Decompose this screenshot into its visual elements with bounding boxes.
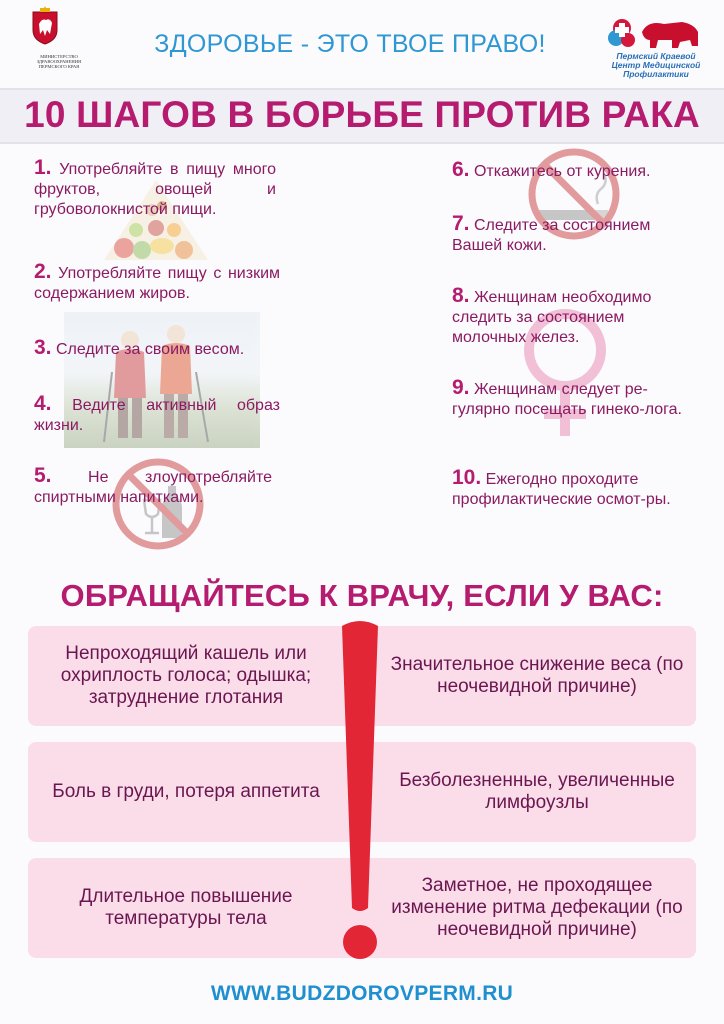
step-5 xyxy=(34,466,272,508)
step-text: Употребляйте в пищу много фруктов, овощей и грубоволокнистой пищи. xyxy=(34,161,276,218)
step-number: 3. xyxy=(34,336,52,359)
step-9 xyxy=(452,378,702,420)
step-7 xyxy=(452,214,702,256)
step-text: Женщинам следует ре-гулярно посещать гинеко-лога. xyxy=(452,381,682,418)
symptom-weight-loss: Значительное снижение веса (по неочевидной причине) xyxy=(390,654,684,697)
coat-of-arms-icon xyxy=(30,6,60,46)
header-slogan: ЗДОРОВЬЕ - ЭТО ТВОЕ ПРАВО! xyxy=(154,30,546,58)
step-number: 2. xyxy=(34,260,52,283)
step-number: 6. xyxy=(452,158,470,181)
step-text: Употребляйте пищу с низким содержанием жиров. xyxy=(34,265,281,302)
step-number: 8. xyxy=(452,284,470,307)
step-3 xyxy=(34,338,294,360)
center-logo-line1: Пермский Краевой xyxy=(616,51,696,61)
center-logo-line3: Профилактики xyxy=(623,69,689,79)
step-number: 10. xyxy=(452,466,482,489)
step-text: Ведите активный образ жизни. xyxy=(34,397,280,434)
page-title: 10 ШАГОВ В БОРЬБЕ ПРОТИВ РАКА xyxy=(24,94,700,135)
step-10 xyxy=(452,468,698,510)
step-2 xyxy=(34,262,280,304)
center-logo-text xyxy=(606,52,706,79)
symptom-lymph-nodes: Безболезненные, увеличенные лимфоузлы xyxy=(399,770,675,813)
step-number: 9. xyxy=(452,376,470,399)
step-text: Следите за своим весом. xyxy=(55,341,245,358)
website-link[interactable]: WWW.BUDZDOROVPERM.RU xyxy=(210,982,514,1005)
doctor-heading: ОБРАЩАЙТЕСЬ К ВРАЧУ, ЕСЛИ У ВАС: xyxy=(60,578,664,613)
step-number: 7. xyxy=(452,212,470,235)
step-text: Женщинам необходимо следить за состоянием молочных желез. xyxy=(452,289,652,346)
symptom-fever: Длительное повышение температуры тела xyxy=(79,886,293,929)
step-number: 1. xyxy=(34,156,52,179)
step-number: 4. xyxy=(34,392,52,415)
center-logo-line2: Центр Медицинской xyxy=(611,60,701,70)
step-text: Следите за состоянием Вашей кожи. xyxy=(452,217,651,254)
symptom-cough: Непроходящий кашель или охриплость голоса; одышка; затруднение глотания xyxy=(60,643,312,708)
step-8 xyxy=(452,286,702,348)
exclamation-icon xyxy=(338,616,382,964)
step-1 xyxy=(34,158,276,220)
step-number: 5. xyxy=(34,464,52,487)
step-text: Не злоупотребляйте спиртными напитками. xyxy=(34,469,272,506)
ministry-name: МИНИСТЕРСТВО ЗДРАВООХРАНЕНИЯ ПЕРМСКОГО КРАЯ xyxy=(36,54,82,69)
symptom-chest-pain: Боль в груди, потеря аппетита xyxy=(52,781,320,802)
step-4 xyxy=(34,394,280,436)
symptom-bowel: Заметное, не проходящее изменение ритма дефекации (по неочевидной причине) xyxy=(391,875,683,940)
step-text: Ежегодно проходите профилактические осмот-ры. xyxy=(452,471,671,508)
step-text: Откажитесь от курения. xyxy=(473,163,651,180)
step-6 xyxy=(452,160,712,182)
